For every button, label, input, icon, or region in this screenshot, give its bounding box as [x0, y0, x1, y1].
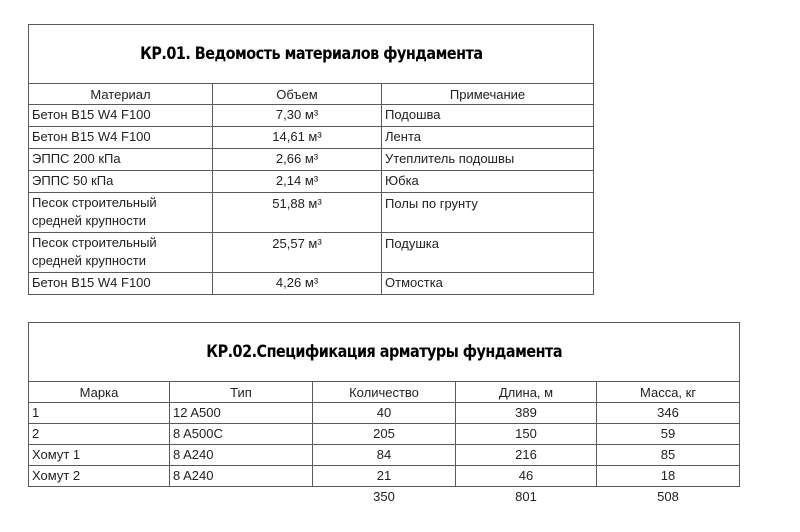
table-title-row [29, 25, 594, 84]
column-header-volume: Объем [213, 84, 382, 105]
total-quantity: 350 [373, 489, 395, 504]
cell-material: ЭППС 50 кПа [29, 171, 213, 193]
cell-type: 8 A240 [170, 445, 313, 466]
cell-mass: 346 [597, 403, 740, 424]
cell-empty [170, 487, 313, 508]
cell-material: Песок строительный средней крупности [29, 233, 213, 273]
cell-length: 150 [456, 424, 597, 445]
cell-mark: Хомут 2 [29, 466, 170, 487]
column-header-quantity: Количество [313, 382, 456, 403]
cell-material: Песок строительный средней крупности [29, 193, 213, 233]
table-header-row [29, 382, 740, 403]
cell-note: Юбка [382, 171, 594, 193]
cell-volume: 7,30 м³ [213, 105, 382, 127]
table-row [29, 193, 594, 233]
cell-mass: 18 [597, 466, 740, 487]
table-row [29, 171, 594, 193]
table-row [29, 149, 594, 171]
table-row [29, 466, 740, 487]
table-title: КР.01. Ведомость материалов фундамента [51, 25, 571, 84]
table-row [29, 424, 740, 445]
total-length: 801 [515, 489, 537, 504]
cell-volume: 2,66 м³ [213, 149, 382, 171]
cell-empty [29, 487, 170, 508]
cell-volume: 14,61 м³ [213, 127, 382, 149]
column-header-mark: Марка [29, 382, 170, 403]
cell-volume: 25,57 м³ [213, 233, 382, 273]
cell-material: Бетон B15 W4 F100 [29, 105, 213, 127]
cell-volume: 4,26 м³ [213, 273, 382, 295]
cell-length: 216 [456, 445, 597, 466]
cell-mark: 2 [29, 424, 170, 445]
cell-quantity: 21 [313, 466, 456, 487]
cell-note: Отмостка [382, 273, 594, 295]
cell-type: 8 A500C [170, 424, 313, 445]
cell-note: Подошва [382, 105, 594, 127]
cell-volume: 51,88 м³ [213, 193, 382, 233]
column-header-type: Тип [170, 382, 313, 403]
table-header-row [29, 84, 594, 105]
cell-quantity: 84 [313, 445, 456, 466]
column-header-note: Примечание [382, 84, 594, 105]
table-title: КР.02.Спецификация арматуры фундамента [57, 323, 711, 382]
cell-mass: 59 [597, 424, 740, 445]
rebar-specification-table [28, 322, 740, 507]
cell-type: 8 A240 [170, 466, 313, 487]
materials-schedule-table [28, 24, 594, 295]
cell-mark: Хомут 1 [29, 445, 170, 466]
table-row [29, 445, 740, 466]
cell-note: Полы по грунту [382, 193, 594, 233]
cell-length: 389 [456, 403, 597, 424]
table-row [29, 273, 594, 295]
cell-length: 46 [456, 466, 597, 487]
table-row [29, 127, 594, 149]
cell-mark: 1 [29, 403, 170, 424]
cell-note: Утеплитель подошвы [382, 149, 594, 171]
cell-note: Подушка [382, 233, 594, 273]
cell-material: Бетон B15 W4 F100 [29, 127, 213, 149]
cell-material: Бетон B15 W4 F100 [29, 273, 213, 295]
table-title-row [29, 323, 740, 382]
totals-row [29, 487, 740, 508]
cell-quantity: 205 [313, 424, 456, 445]
cell-mass: 85 [597, 445, 740, 466]
cell-type: 12 A500 [170, 403, 313, 424]
cell-volume: 2,14 м³ [213, 171, 382, 193]
column-header-material: Материал [29, 84, 213, 105]
cell-quantity: 40 [313, 403, 456, 424]
cell-material: ЭППС 200 кПа [29, 149, 213, 171]
table-row [29, 105, 594, 127]
cell-note: Лента [382, 127, 594, 149]
column-header-mass: Масса, кг [597, 382, 740, 403]
table-row [29, 233, 594, 273]
table-row [29, 403, 740, 424]
total-mass: 508 [657, 489, 679, 504]
column-header-length: Длина, м [456, 382, 597, 403]
